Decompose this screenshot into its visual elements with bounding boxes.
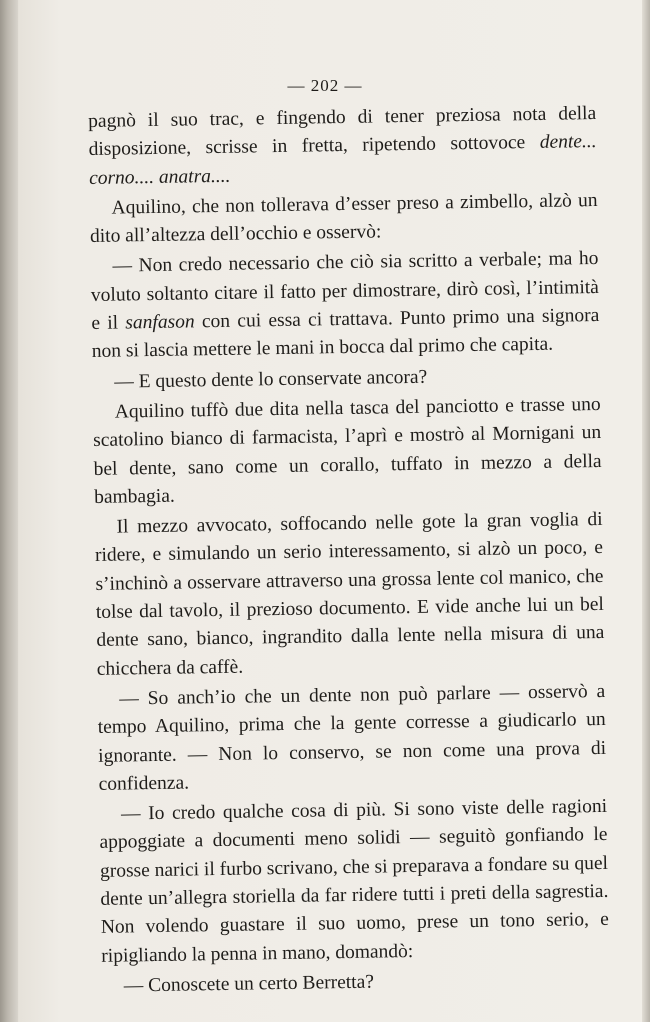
paragraph-6 [94, 506, 605, 684]
paragraph-3-text-a: — Non credo necessario che ciò sia scritto a verbale; ma ho voluto soltanto citare il fatto per dimostrare, dirò così, l’intimità e il [90, 248, 600, 335]
paragraph-7 [97, 678, 607, 799]
paragraph-5 [93, 391, 603, 512]
paragraph-5-text: Aquilino tuffò due dita nella tasca del panciotto e trasse uno scatolino bianco di farmacista, l’aprì e mostrò al Mornigani un bel dente, sano come un corallo, tuffato in mezzo a della bambagia. [93, 393, 602, 508]
paragraph-3-italic: sanfason [125, 311, 195, 334]
paragraph-9 [102, 965, 610, 1001]
paragraph-1-text: pagnò il suo trac, e fingendo di tener preziosa nota della disposizione, scrisse in fretta, ripetendo sottovoce [88, 103, 597, 161]
page-number: — 202 — [287, 76, 363, 95]
paragraph-1-italic: dente... corno.... anatra.... [88, 131, 597, 189]
paragraph-1 [88, 100, 597, 193]
paragraph-7-text: — So anch’io che un dente non può parlare — osservò a tempo Aquilino, prima che la gente corresse a giudicarlo un ignorante. — Non lo conservo, se non come una prova di confidenza. [97, 680, 607, 795]
paragraph-2 [89, 187, 598, 252]
body-text [88, 100, 610, 1001]
paragraph-3 [90, 245, 600, 366]
paragraph-9-text: — Conoscete un certo Berretta? [123, 971, 375, 997]
paragraph-2-text: Aquilino, che non tollerava d’esser preso a zimbello, alzò un dito all’altezza dell’occhio e osservò: [89, 189, 598, 248]
page-edge-shadow-right [642, 0, 650, 1022]
page-edge-shadow-left [0, 0, 18, 1022]
paragraph-8 [99, 793, 610, 971]
paragraph-3-text-b: con cui essa ci trattava. Punto primo una signora non si lascia mettere le mani in bocca dal primo che capita. [91, 305, 600, 363]
paragraph-8-text: — Io credo qualche cosa di più. Si sono viste delle ragioni appoggiate a documenti meno solidi — seguitò gonfiando le grosse narici il furbo scrivano, che si preparava a fondare su quel dente un’allegra storiella da far ridere tutti i preti della sagrestia. Non volendo guastare il suo uomo, prese un tono serio, e ripigliando la penna in mano, domandò: [99, 796, 609, 967]
paragraph-6-text: Il mezzo avvocato, soffocando nelle gote la gran voglia di ridere, e simulando un serio interessamento, si alzò un poco, e s’inchinò a osservare attraverso una grossa lente col manico, che tolse dal tavolo, il prezioso documento. E vide anche lui un bel dente sano, bianco, ingrandito dalla lente nella misura di una chicchera da caffè. [94, 509, 605, 680]
paragraph-4-text: — E questo dente lo conservate ancora? [114, 366, 428, 393]
